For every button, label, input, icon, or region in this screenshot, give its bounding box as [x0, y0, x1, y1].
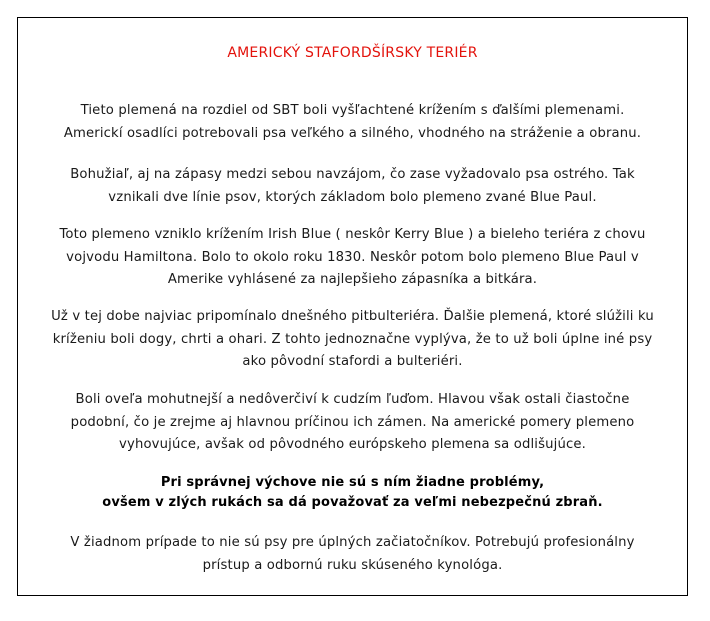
document-frame — [17, 17, 688, 596]
paragraph-line: ako pôvodní stafordi a bulteriéri. — [242, 354, 463, 369]
paragraph-beginners — [36, 532, 669, 577]
paragraph-appearance — [36, 389, 669, 457]
paragraph-origin — [36, 100, 669, 145]
paragraph-crossbreeding — [36, 306, 669, 374]
paragraph-line: Toto plemeno vzniklo krížením Irish Blue ( neskôr Kerry Blue ) a bieleho teriéra z chovu — [59, 227, 646, 242]
page-title: AMERICKÝ STAFORDŠÍRSKY TERIÉR — [227, 45, 478, 61]
paragraph-line: Americkí osadlíci potrebovali psa veľkého a silného, vhodného na stráženie a obranu. — [63, 125, 642, 141]
paragraph-line: Bohužiaľ, aj na zápasy medzi sebou navzájom, čo zase vyžadovalo psa ostrého. Tak — [70, 167, 635, 182]
paragraph-line: prístup a odbornú ruku skúseného kynológa. — [202, 557, 503, 573]
paragraph-blue-paul — [36, 224, 669, 292]
paragraph-line: kríženiu boli dogy, chrti a ohari. Z tohto jednoznačne vyplýva, že to už boli úplne iné psy — [52, 331, 653, 347]
paragraph-line: vojvodu Hamiltona. Bolo to okolo roku 1830. Neskôr potom bolo plemeno Blue Paul v — [66, 249, 639, 265]
paragraph-line: vznikali dve línie psov, ktorých základom bolo plemeno zvané Blue Paul. — [108, 189, 597, 205]
paragraph-line: ovšem v zlých rukách sa dá považovať za veľmi nebezpečnú zbraň. — [102, 495, 603, 510]
paragraph-line: vyhovujúce, avšak od pôvodného európskeho plemena sa odlišujúce. — [119, 437, 586, 452]
paragraph-line: Boli oveľa mohutnejší a nedôverčiví k cudzím ľuďom. Hlavou však ostali čiastočne — [75, 392, 630, 407]
paragraph-line: Už v tej dobe najviac pripomínalo dnešného pitbulteriéra. Ďalšie plemená, ktoré slúžili ku — [51, 309, 654, 324]
paragraph-warning — [36, 473, 669, 513]
paragraph-line: Tieto plemená na rozdiel od SBT boli vyšľachtené krížením s ďalšími plemenami. — [80, 103, 625, 118]
paragraph-line: podobní, čo je zrejme aj hlavnou príčinou ich zámen. Na americké pomery plemeno — [70, 414, 635, 430]
paragraph-line: V žiadnom prípade to nie sú psy pre úplných začiatočníkov. Potrebujú profesionálny — [70, 535, 635, 550]
paragraph-line: Amerike vyhlásené za najlepšieho zápasníka a bitkára. — [167, 272, 538, 287]
paragraph-fighting — [36, 164, 669, 209]
paragraph-line: Pri správnej výchove nie sú s ním žiadne problémy, — [160, 475, 545, 490]
